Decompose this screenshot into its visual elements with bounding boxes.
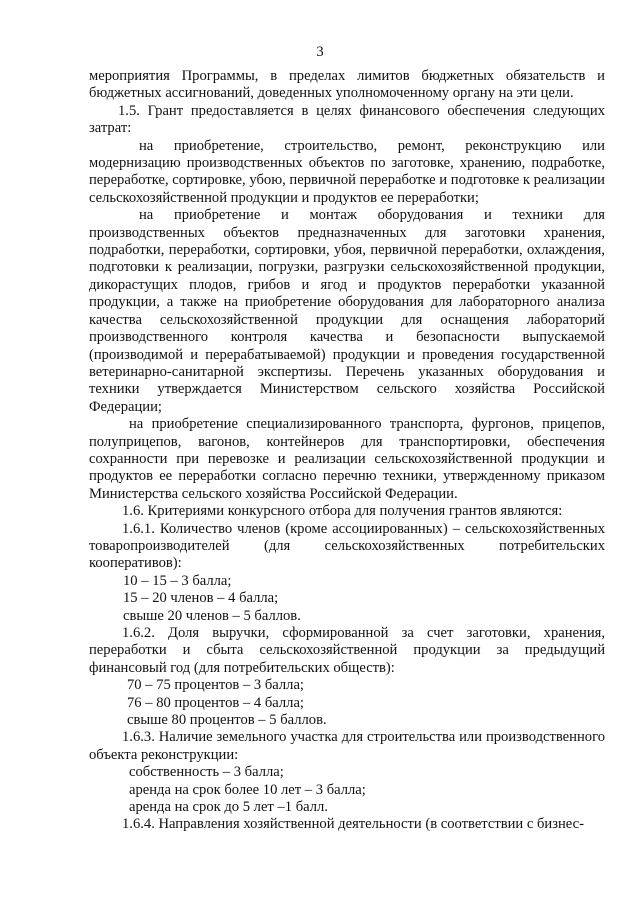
paragraph-1-6: 1.6. Критериями конкурсного отбора для получения грантов являются: xyxy=(122,503,563,520)
paragraph-expense-transport: на приобретение специализированного транспорта, фургонов, прицепов, полуприцепов, вагонов, контейнеров для транспортировки, обеспечения сохранности при перевозке и реализации сельскохозяйственной продукции и продуктов ее переработки согласно перечню техники, утвержденному приказом Министерства сельского хозяйства Российской Федерации. xyxy=(89,416,605,502)
paragraph-expense-objects: на приобретение, строительство, ремонт, реконструкцию или модернизацию производственных объектов по заготовке, хранению, подработке, переработке, сортировке, убою, первичной переработке и подготовке к реализации сельскохозяйственной продукции и продуктов ее переработки; xyxy=(89,137,605,206)
paragraph-expense-equipment: на приобретение и монтаж оборудования и техники для производственных объектов предназначенных для заготовки хранения, подработки, переработки, сортировки, убоя, первичной переработки, охлаждения, подготовки к реализации, погрузки, разгрузки сельскохозяйственной продукции, дикорастущих плодов, грибов и ягод и продуктов переработки указанной продукции, а также на приобретение оборудования для лабораторного анализа качества сельскохозяйственной продукции для оснащения лабораторий производственного контроля качества и безопасности выпускаемой (производимой и перерабатываемой) продукции и проведения государственной ветеринарно-санитарной экспертизы. Перечень указанных оборудования и техники утверждается Министерством сельского хозяйства Российской Федерации; xyxy=(89,207,605,415)
paragraph-1-6-3: 1.6.3. Наличие земельного участка для строительства или производственного объекта реконструкции: xyxy=(89,729,605,763)
document-body xyxy=(89,68,605,834)
list-item: собственность – 3 балла; xyxy=(129,764,284,781)
paragraph-intro-continuation: мероприятия Программы, в пределах лимитов бюджетных обязательств и бюджетных ассигнований, доведенных уполномоченному органу на эти цели. xyxy=(89,68,605,102)
paragraph-1-6-2: 1.6.2. Доля выручки, сформированной за счет заготовки, хранения, переработки и сбыта сельскохозяйственной продукции за предыдущий финансовый год (для потребительских обществ): xyxy=(89,625,605,676)
paragraph-1-5: 1.5. Грант предоставляется в целях финансового обеспечения следующих затрат: xyxy=(89,102,605,137)
list-item: 15 – 20 членов – 4 балла; xyxy=(123,590,279,607)
paragraph-1-6-1: 1.6.1. Количество членов (кроме ассоциированных) – сельскохозяйственных товаропроизводителей (для сельскохозяйственных потребительских кооперативов): xyxy=(89,520,605,572)
list-item: свыше 20 членов – 5 баллов. xyxy=(123,607,301,624)
list-item: аренда на срок более 10 лет – 3 балла; xyxy=(129,781,366,798)
page-number: 3 xyxy=(316,44,324,60)
list-item: 70 – 75 процентов – 3 балла; xyxy=(127,677,304,694)
list-item: свыше 80 процентов – 5 баллов. xyxy=(127,712,327,729)
list-item: 76 – 80 процентов – 4 балла; xyxy=(127,694,304,711)
list-item: аренда на срок до 5 лет –1 балл. xyxy=(129,799,328,816)
list-item: 10 – 15 – 3 балла; xyxy=(123,572,232,589)
paragraph-1-6-4: 1.6.4. Направления хозяйственной деятельности (в соответствии с бизнес- xyxy=(122,816,584,833)
